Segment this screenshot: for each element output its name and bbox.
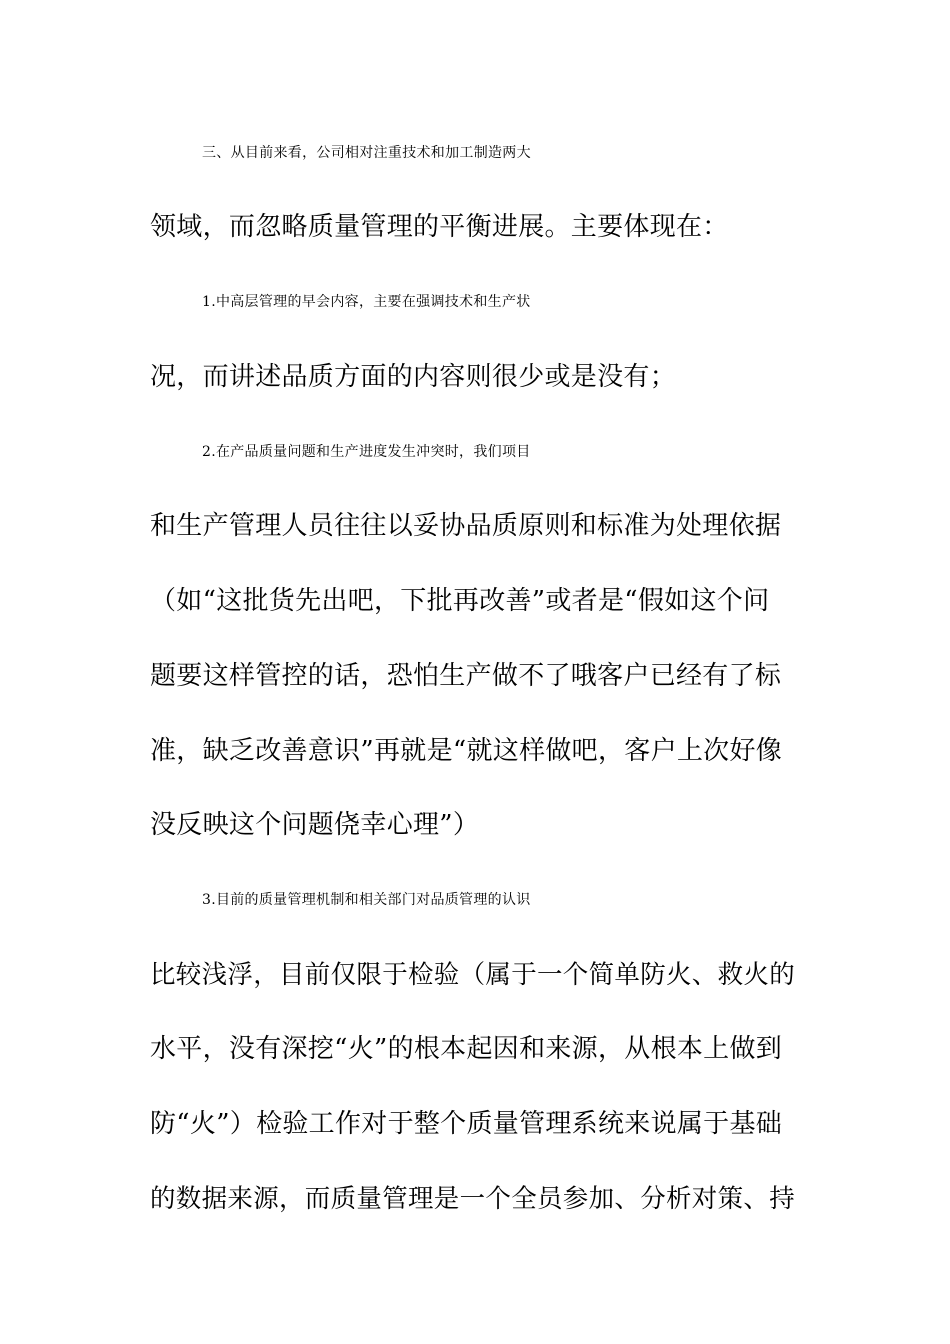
item-1-line-1: 1.中高层管理的早会内容，主要在强调技术和生产状 (202, 294, 531, 310)
paragraph-3-line-1: 三、从目前来看，公司相对注重技术和加工制造两大 (202, 145, 531, 161)
item-2-line-6: 没反映这个问题侥幸心理”） (150, 810, 480, 840)
item-2-line-4: 题要这样管控的话，恐怕生产做不了哦客户已经有了标 (150, 661, 782, 691)
item-3-line-5: 的数据来源，而质量管理是一个全员参加、分析对策、持 (150, 1184, 796, 1214)
paragraph-3-line-2: 领域，而忽略质量管理的平衡进展。主要体现在： (150, 212, 729, 242)
item-2-line-2: 和生产管理人员往往以妥协品质原则和标准为处理依据 (150, 511, 782, 541)
item-2-line-3: （如“这批货先出吧，下批再改善”或者是“假如这个问 (150, 586, 770, 616)
item-1-line-2: 况，而讲述品质方面的内容则很少或是没有； (150, 362, 677, 392)
item-3-line-2: 比较浅浮，目前仅限于检验（属于一个简单防火、救火的 (150, 960, 796, 990)
item-2-line-5: 准，缺乏改善意识”再就是“就这样做吧，客户上次好像 (150, 736, 783, 766)
item-2-line-1: 2.在产品质量问题和生产进度发生冲突时，我们项目 (202, 444, 531, 460)
item-3-line-4: 防“火”）检验工作对于整个质量管理系统来说属于基础 (150, 1109, 783, 1139)
item-3-line-3: 水平，没有深挖“火”的根本起因和来源，从根本上做到 (150, 1034, 783, 1064)
item-3-line-1: 3.目前的质量管理机制和相关部门对品质管理的认识 (202, 892, 531, 908)
